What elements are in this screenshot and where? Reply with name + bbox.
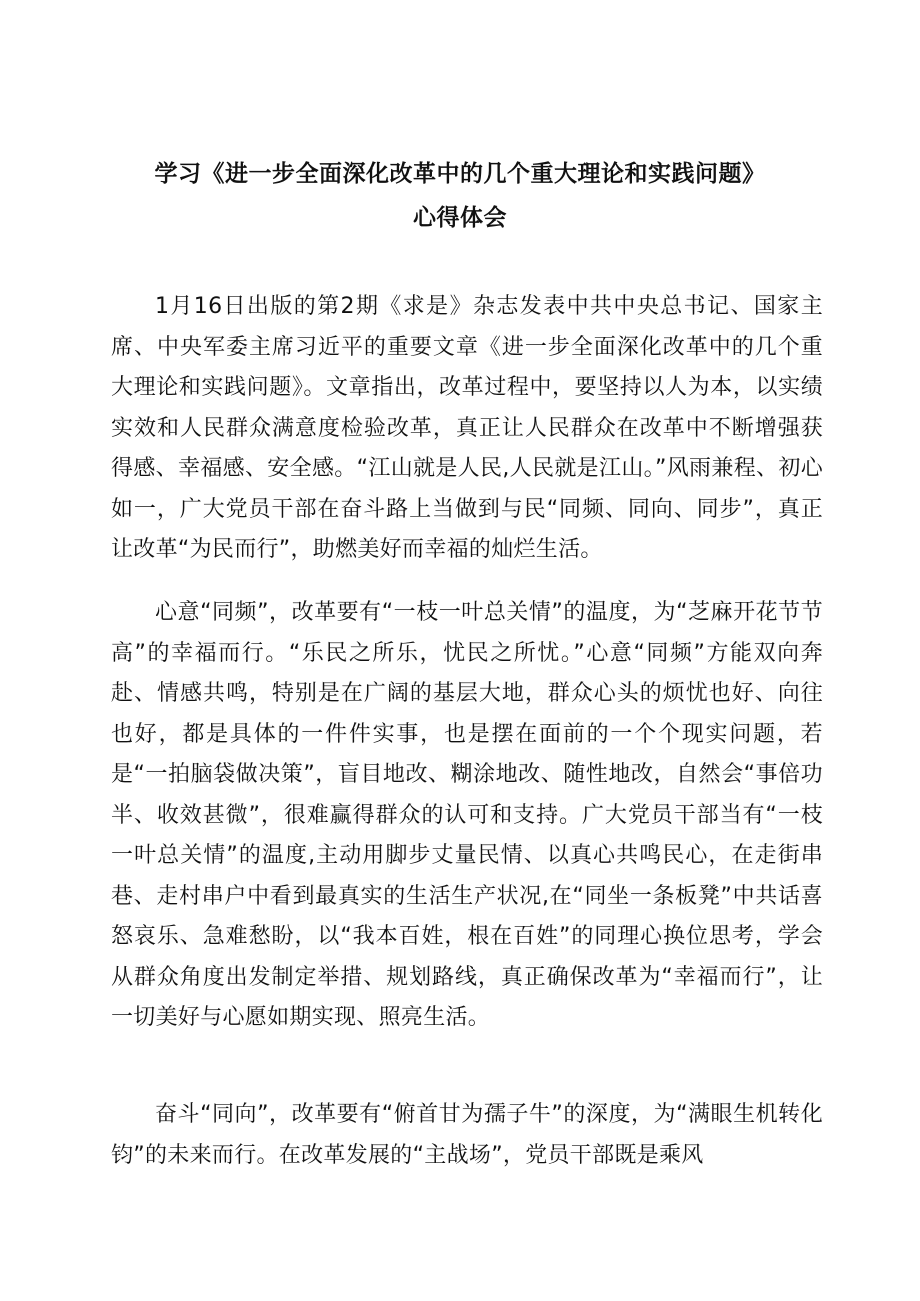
paragraph-tongxiang: 奋斗“同向”，改革要有“俯首甘为孺子牛”的深度，为“满眼生机转化钧”的未来而行。在改革发展的“主战场”，党员干部既是乘风 — [111, 1102, 823, 1168]
document-title-line-1: 学习《进一步全面深化改革中的几个重大理论和实践问题》 — [154, 161, 766, 187]
paragraph-tongpin: 心意“同频”，改革要有“一枝一叶总关情”的温度，为“芝麻开花节节高”的幸福而行。“乐民之所乐，忧民之所忧。”心意“同频”方能双向奔赴、情感共鸣，特别是在广阔的基层大地，群众心头的烦忧也好、向往也好，都是具体的一件件实事，也是摆在面前的一个个现实问题，若是“一拍脑袋做决策”，盲目地改、糊涂地改、随性地改，自然会“事倍功半、收效甚微”，很难赢得群众的认可和支持。广大党员干部当有“一枝一叶总关情”的温度,主动用脚步丈量民情、以真心共鸣民心，在走街串巷、走村串户中看到最真实的生活生产状况,在“同坐一条板凳”中共话喜怒哀乐、急难愁盼，以“我本百姓，根在百姓”的同理心换位思考，学会从群众角度出发制定举措、规划路线，真正确保改革为“幸福而行”，让一切美好与心愿如期实现、照亮生活。 — [111, 600, 823, 1030]
document-title-line-2: 心得体会 — [413, 205, 507, 231]
paragraph-intro: 1月16日出版的第2期《求是》杂志发表中共中央总书记、国家主席、中央军委主席习近平的重要文章《进一步全面深化改革中的几个重大理论和实践问题》。文章指出，改革过程中，要坚持以人为本，以实绩实效和人民群众满意度检验改革，真正让人民群众在改革中不断增强获得感、幸福感、安全感。“江山就是人民,人民就是江山。”风雨兼程、初心如一，广大党员干部在奋斗路上当做到与民“同频、同向、同步”，真正让改革“为民而行”，助燃美好而幸福的灿烂生活。 — [111, 294, 823, 562]
